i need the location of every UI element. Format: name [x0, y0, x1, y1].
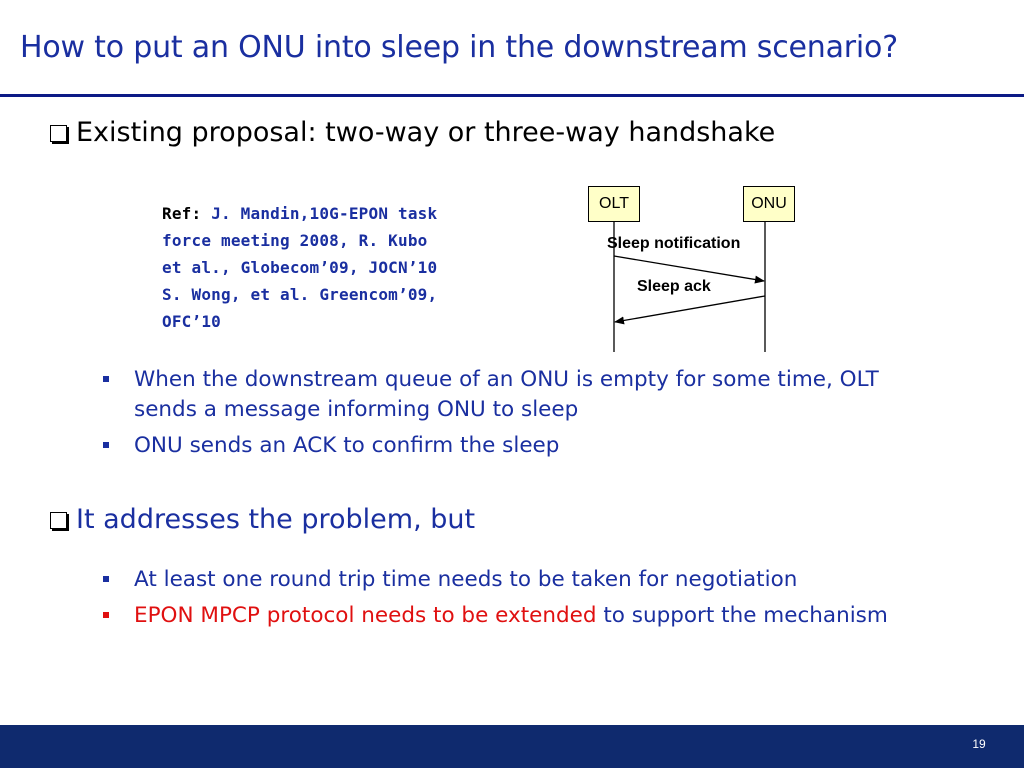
square-bullet-icon: [103, 576, 109, 582]
square-bullet-icon: [103, 442, 109, 448]
sleep-ack-label: Sleep ack: [637, 278, 711, 295]
drawbacks-bullet-list: [100, 565, 930, 637]
page-number: 19: [972, 737, 986, 751]
list-item: [100, 565, 930, 595]
footer-bar: [0, 725, 1024, 768]
list-item: [100, 365, 930, 425]
section-heading: It addresses the problem, but: [76, 504, 476, 535]
bullet-text: When the downstream queue of an ONU is empty for some time, OLT sends a message informing ONU to sleep: [134, 367, 879, 422]
bullet-text: to support the mechanism: [596, 603, 888, 628]
square-bullet-icon: [103, 612, 109, 618]
reference-line-4: S. Wong, et al. Greencom’09,: [162, 285, 438, 304]
highlighted-text: EPON MPCP protocol needs to be extended: [134, 603, 597, 628]
reference-line-2: force meeting 2008, R. Kubo: [162, 231, 428, 250]
sleep-ack-arrow: [615, 296, 765, 322]
bullet-text: At least one round trip time needs to be taken for negotiation: [134, 567, 798, 592]
olt-node: OLT: [588, 186, 640, 222]
section-heading: Existing proposal: two-way or three-way handshake: [76, 117, 776, 148]
list-item: [100, 431, 930, 461]
square-bullet-icon: [103, 376, 109, 382]
checkbox-bullet-icon: [50, 512, 67, 529]
reference-label: Ref:: [162, 204, 202, 223]
reference-line-5: OFC’10: [162, 312, 221, 331]
list-item: [100, 601, 930, 631]
reference-text: J. Mandin,10G-EPON task: [211, 204, 438, 223]
slide-title: How to put an ONU into sleep in the downstream scenario?: [20, 30, 898, 65]
reference-line-3: et al., Globecom’09, JOCN’10: [162, 258, 438, 277]
sleep-notification-label: Sleep notification: [607, 235, 741, 252]
proposal-bullet-list: [100, 365, 930, 467]
section-addresses-problem: [50, 504, 475, 535]
onu-node: ONU: [743, 186, 795, 222]
bullet-text: ONU sends an ACK to confirm the sleep: [134, 433, 560, 458]
